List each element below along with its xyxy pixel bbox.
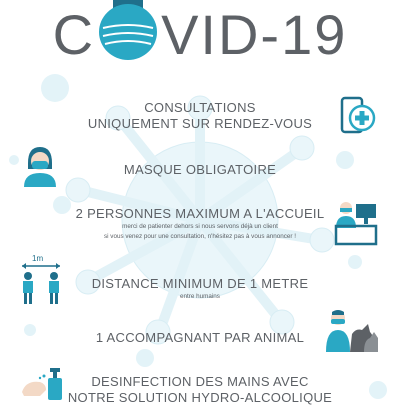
rule-line: 1 ACCOMPAGNANT PAR ANIMAL (95, 330, 305, 345)
rule-line: DESINFECTION DES MAINS AVEC (91, 374, 309, 389)
rule-note: entre humains (180, 293, 220, 300)
phone-medical-icon (338, 96, 378, 136)
rule-line: UNIQUEMENT SUR RENDEZ-VOUS (87, 116, 313, 131)
masked-woman-icon (20, 143, 60, 187)
poster-title (0, 0, 400, 70)
rule-line: 2 PERSONNES MAXIMUM A L'ACCUEIL (75, 206, 325, 221)
distance-people-icon (18, 254, 64, 306)
rule-note: si vous venez pour une consultation, n'hésitez pas à vous annoncer ! (104, 233, 296, 240)
rule-line: DISTANCE MINIMUM DE 1 METRE (91, 276, 309, 291)
distance-label: 1m (32, 254, 44, 263)
face-mask-o-icon (97, 0, 159, 62)
rule-line: CONSULTATIONS (144, 100, 256, 115)
title-suffix: VID-19 (161, 3, 348, 66)
rule-line: MASQUE OBLIGATOIRE (123, 162, 277, 177)
rule-mask-mandatory (0, 162, 400, 178)
title-prefix: C (52, 3, 96, 66)
hand-sanitizer-icon (20, 366, 68, 400)
reception-desk-icon (334, 198, 378, 246)
rule-line: NOTRE SOLUTION HYDRO-ALCOOLIQUE (67, 390, 333, 405)
person-with-pets-icon (324, 306, 380, 354)
rule-note: merci de patienter dehors si nous servons déjà un client (122, 223, 278, 230)
